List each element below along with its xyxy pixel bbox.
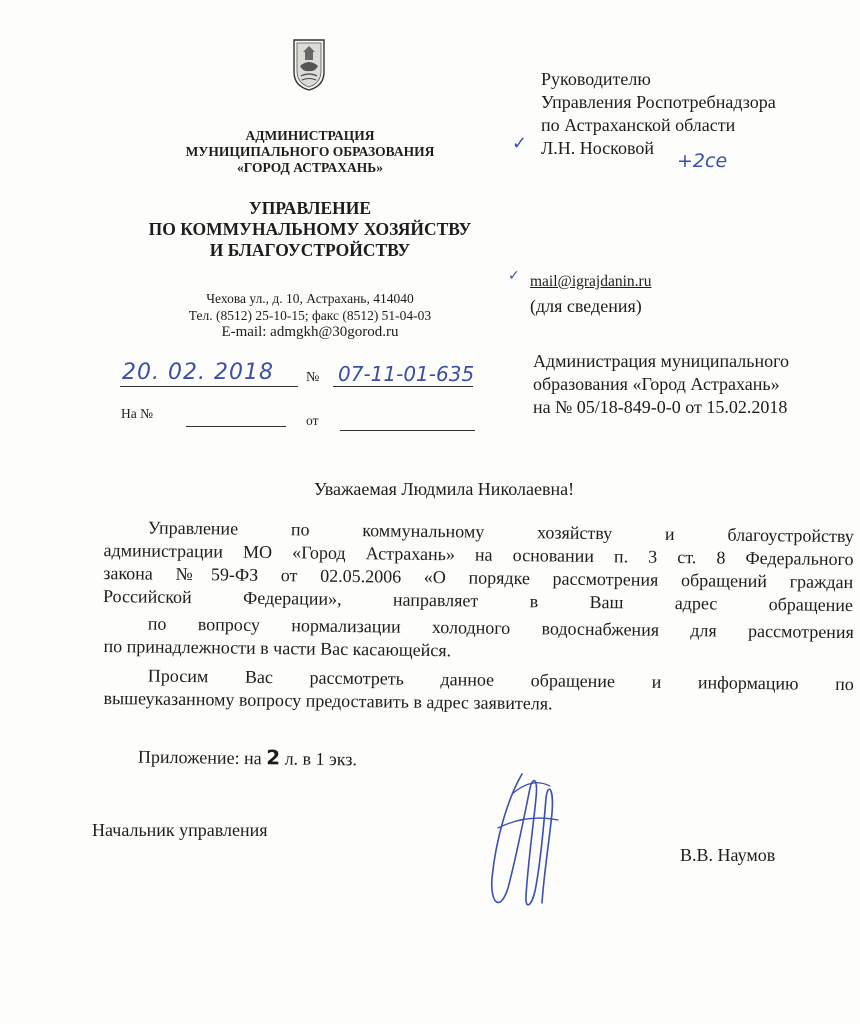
administration-line: «ГОРОД АСТРАХАНЬ» <box>237 160 383 175</box>
department-line: УПРАВЛЕНИЕ <box>248 198 372 218</box>
paragraph-line: Российской Федерации», направляет в Ваш адрес обращение <box>102 585 854 616</box>
attachment-count: 2 <box>266 745 281 770</box>
paragraph-line: администрации МО «Город Астрахань» на основании п. 3 ст. 8 Федерального <box>103 539 854 570</box>
check-mark-icon: ✓ <box>508 268 520 284</box>
from-underline <box>340 430 475 431</box>
registration-date: 20. 02. 2018 <box>122 360 274 385</box>
reply-to-label: На № <box>121 406 153 421</box>
coat-of-arms-icon <box>291 38 327 92</box>
attachment-line <box>138 744 357 771</box>
paragraph-line: вышеуказанному вопросу предоставить в адрес заявителя. <box>103 687 553 714</box>
sender-email: E-mail: admgkh@30gorod.ru <box>221 324 399 340</box>
date-underline <box>120 386 298 387</box>
registration-number: 07-11-01-635 <box>338 362 475 386</box>
copy-recipient-line: образования «Город Астрахань» <box>533 374 780 394</box>
administration-line: АДМИНИСТРАЦИЯ <box>245 128 375 143</box>
copy-recipient-line: Администрация муниципального <box>533 351 790 371</box>
attachment-prefix: Приложение: на <box>137 746 262 769</box>
administration-title <box>100 128 520 176</box>
handwritten-note: +2ce <box>677 150 728 172</box>
paragraph-2 <box>103 612 854 667</box>
administration-line: МУНИЦИПАЛЬНОГО ОБРАЗОВАНИЯ <box>185 144 435 159</box>
number-underline <box>333 386 473 387</box>
paragraph-line: закона №59-ФЗ от 02.05.2006 «О порядке рассмотрения обращений граждан <box>103 562 854 593</box>
addressee-line: Л.Н. Носковой <box>541 138 654 158</box>
copy-note: (для сведения) <box>530 296 642 316</box>
sender-address: Чехова ул., д. 10, Астрахань, 414040 <box>206 291 414 306</box>
sender-contacts <box>120 290 500 341</box>
department-title <box>100 198 520 261</box>
paragraph-line: по вопросу нормализации холодного водоснабжения для рассмотрения <box>147 613 854 643</box>
addressee-line: по Астраханской области <box>541 115 736 135</box>
signer-name: В.В. Наумов <box>680 845 776 865</box>
department-line: ПО КОММУНАЛЬНОМУ ХОЗЯЙСТВУ <box>148 219 472 239</box>
greeting: Уважаемая Людмила Николаевна! <box>314 479 575 499</box>
reply-to-underline <box>186 426 286 427</box>
sender-phone: Тел. (8512) 25-10-15; факс (8512) 51-04-03 <box>188 308 432 323</box>
paragraph-1 <box>103 516 854 617</box>
addressee-block <box>541 68 776 160</box>
paragraph-3 <box>103 664 854 719</box>
number-label: № <box>306 370 320 385</box>
paragraph-line: Просим Вас рассмотреть данное обращение и информацию по <box>147 665 854 695</box>
department-line: И БЛАГОУСТРОЙСТВУ <box>209 240 411 260</box>
addressee-line: Руководителю <box>541 69 651 89</box>
check-mark-icon: ✓ <box>512 133 528 154</box>
paragraph-line: Управление по коммунальному хозяйству и благоустройству <box>147 517 854 547</box>
copy-recipient-block <box>533 350 789 419</box>
from-label: от <box>306 413 319 428</box>
addressee-line: Управления Роспотребнадзора <box>541 92 776 112</box>
paragraph-line: по принадлежности в части Вас касающейся. <box>103 635 452 661</box>
copy-recipient-line: на № 05/18-849-0-0 от 15.02.2018 <box>533 397 788 417</box>
signer-title: Начальник управления <box>92 820 268 840</box>
attachment-suffix: л. в 1 экз. <box>284 748 358 770</box>
copy-email-link[interactable]: mail@igrajdanin.ru <box>530 273 652 290</box>
signature-icon <box>478 768 570 918</box>
